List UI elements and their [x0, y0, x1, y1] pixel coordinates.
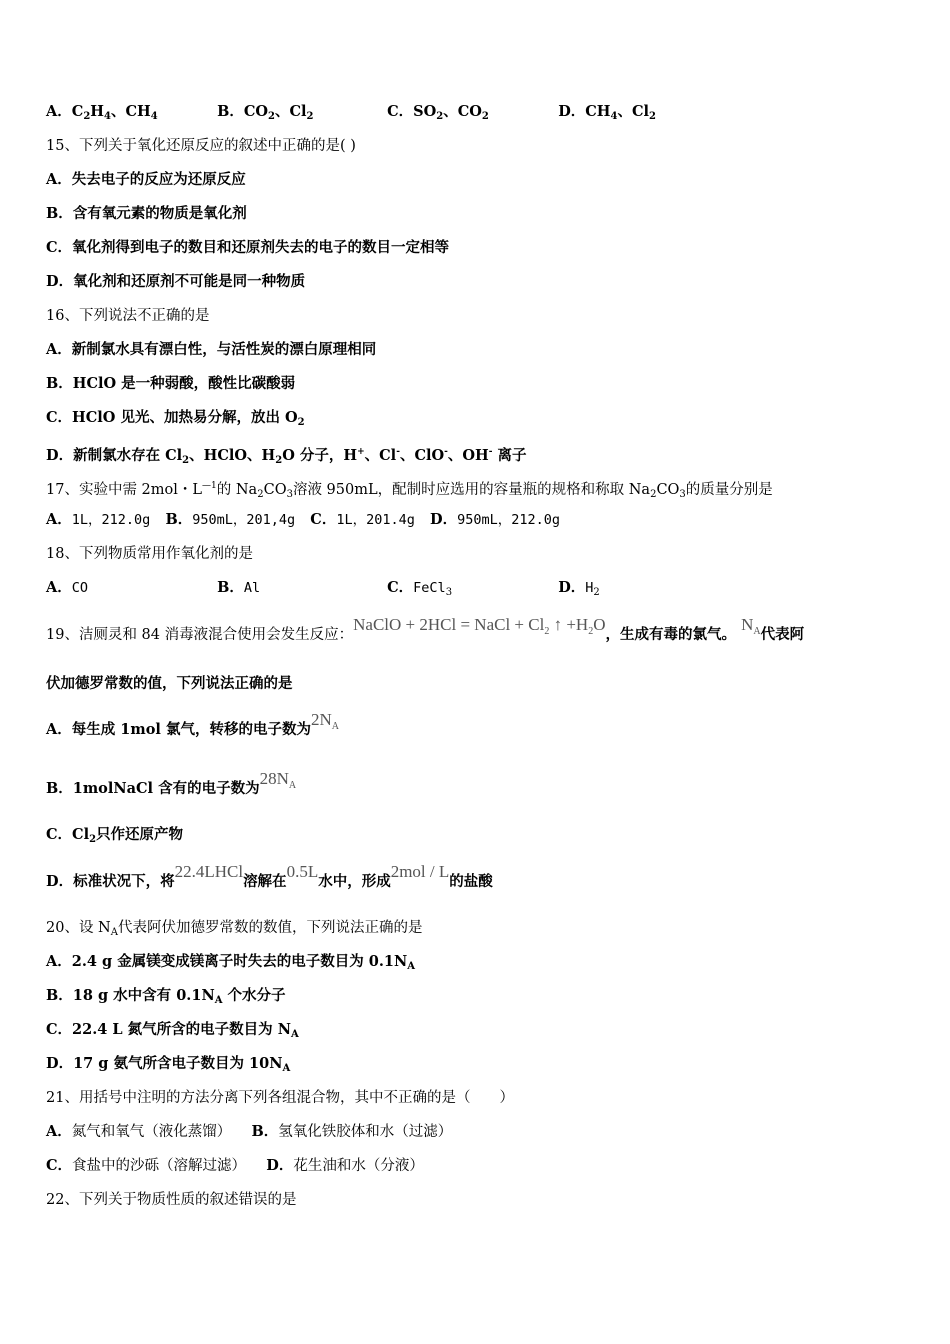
q14-option-c: C．$SO_2$、$CO_2$: [387, 103, 489, 122]
q15-option-b: B．含有氧元素的物质是氧化剂: [46, 205, 247, 222]
q18-option-d: D．$H_2$: [558, 579, 600, 598]
q16-stem: 16、下列说法不正确的是: [46, 308, 210, 324]
q19-option-a: A．每生成 1mol 氯气，转移的电子数为$2N_A$: [46, 710, 339, 738]
q17-stem: 17、实验中需 2mol・$L^{—1}$的 $Na_2CO_3$溶液 950mL，配制时应选用的容量瓶的规格和称取 $Na_2CO_3$的质量分别是: [46, 481, 773, 500]
q15-option-a: A．失去电子的反应为还原反应: [46, 171, 246, 188]
q19-option-c: C．$Cl_2$只作还原产物: [46, 826, 184, 845]
q15-option-c: C．氧化剂得到电子的数目和还原剂失去的电子的数目一定相等: [46, 239, 450, 256]
q18-stem: 18、下列物质常用作氧化剂的是: [46, 546, 253, 562]
q16-option-d: D．新制氯水存在 $Cl_2$、HClO、$H_2O$ 分子，H+、Cl-、ClO-、OH- 离子: [46, 447, 527, 466]
q14-options: [46, 102, 656, 127]
q16-option-a: A．新制氯水具有漂白性，与活性炭的漂白原理相同: [46, 341, 377, 358]
q17-options: [46, 510, 560, 530]
q14-option-d: D．$CH_4$、$Cl_2$: [558, 103, 657, 122]
q17-option-c: C．1L，201.4g: [310, 511, 415, 528]
q22-stem: 22、下列关于物质性质的叙述错误的是: [46, 1192, 297, 1208]
q20-option-b: B．18 g 水中含有 $0.1N_A$ 个水分子: [46, 987, 286, 1006]
q19-option-d: D．标准状况下，将22.4LHCl溶解在0.5L水中，形成2mol / L的盐酸: [46, 862, 493, 890]
q15-stem: 15、下列关于氧化还原反应的叙述中正确的是( ): [46, 138, 356, 154]
q14-option-b: B．$CO_2$、$Cl_2$: [217, 103, 314, 122]
q17-option-b: B．950mL，201,4g: [165, 511, 296, 528]
q20-option-a: A．2.4 g 金属镁变成镁离子时失去的电子数目为 $0.1N_A$: [46, 953, 416, 972]
q18-options: [46, 578, 600, 603]
q21-option-a: A．氮气和氧气（液化蒸馏）: [46, 1123, 232, 1140]
q14-option-a: A．$C_2H_4$、$CH_4$: [46, 103, 158, 122]
q19-stem-line2: 伏加德罗常数的值，下列说法正确的是: [46, 675, 293, 692]
q18-option-b: B．Al: [217, 579, 261, 596]
q17-option-a: A．1L，212.0g: [46, 511, 151, 528]
q21-option-c: C．食盐中的沙砾（溶解过滤）: [46, 1157, 247, 1174]
q19-option-b: B．1molNaCl 含有的电子数为$28N_A$: [46, 769, 297, 797]
q21-option-b: B．氢氧化铁胶体和水（过滤）: [251, 1123, 453, 1140]
q20-option-d: D．17 g 氨气所含电子数目为 $10N_A$: [46, 1055, 291, 1074]
q19-stem: 19、洁厕灵和 84 消毒液混合使用会发生反应：NaClO + 2HCl = NaCl + $Cl_2$ ↑ $+H_2O$，生成有毒的氯气。 $N_A$代表阿: [46, 615, 805, 643]
q17-option-d: D．950mL，212.0g: [430, 511, 560, 528]
q21-option-d: D．花生油和水（分液）: [266, 1157, 424, 1174]
q18-option-a: A．CO: [46, 579, 89, 596]
q18-option-c: C．FeCl$_3$: [387, 579, 453, 598]
q16-option-c: C．HClO 见光、加热易分解，放出 $O_2$: [46, 409, 305, 428]
q21-stem: 21、用括号中注明的方法分离下列各组混合物，其中不正确的是（ ）: [46, 1090, 514, 1106]
q16-option-b: B．HClO 是一种弱酸，酸性比碳酸弱: [46, 375, 296, 392]
q19-equation: NaClO + 2HCl = NaCl + $Cl_2$ ↑ $+H_2O$: [353, 615, 606, 637]
q15-option-d: D．氧化剂和还原剂不可能是同一种物质: [46, 273, 306, 290]
q20-stem: 20、设 $N_A$代表阿伏加德罗常数的数值，下列说法正确的是: [46, 920, 423, 938]
q20-option-c: C．22.4 L 氮气所含的电子数目为 $N_A$: [46, 1021, 299, 1040]
q21-options-row2: [46, 1156, 424, 1176]
q19-na-symbol: $N_A$: [741, 615, 761, 637]
q21-options-row1: [46, 1122, 452, 1142]
